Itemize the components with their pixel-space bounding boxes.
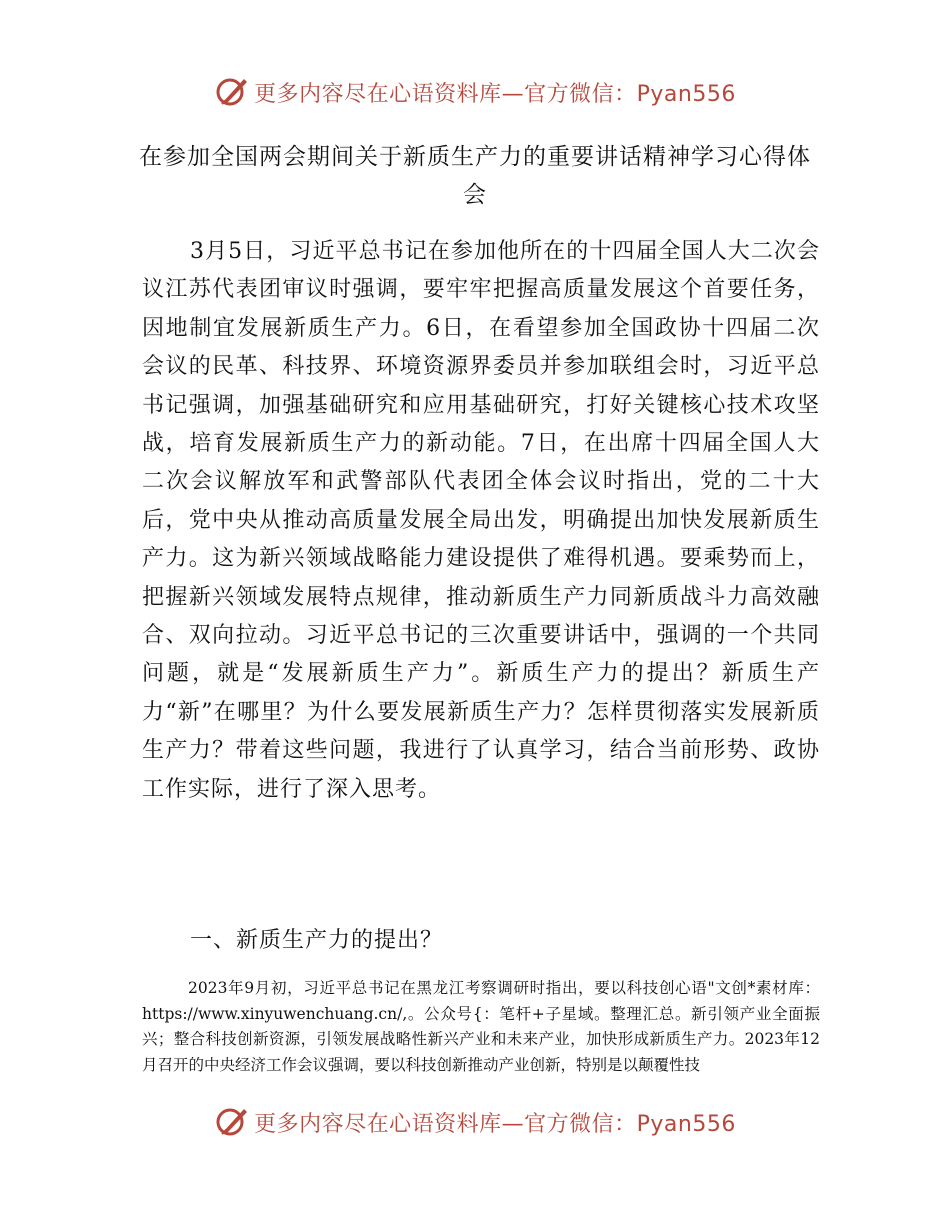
quill-logo-icon: [214, 74, 250, 110]
body-paragraph-small: 2023年9月初，习近平总书记在黑龙江考察调研时指出，要以科技创心语"文创*素材库：https://www.xinyuwenchuang.cn/,。公众号{：笔杆+子星域。整理汇总。新引领产业全面振兴；整合科技创新资源，引领发展战略性新兴产业和未来产业，加快形成新质生产力。2023年12月召开的中央经济工作会议强调，要以科技创新推动产业创新，特别是以颠覆性技: [142, 979, 820, 1074]
footer-watermark: [0, 1102, 950, 1142]
section-heading: 一、新质生产力的提出？: [190, 928, 444, 953]
body-paragraph: 3月5日，习近平总书记在参加他所在的十四届全国人大二次会议江苏代表团审议时强调，要牢牢把握高质量发展这个首要任务，因地制宜发展新质生产力。6日，在看望参加全国政协十四届二次会议的民革、科技界、环境资源界委员并参加联组会时，习近平总书记强调，加强基础研究和应用基础研究，打好关键核心技术攻坚战，培育发展新质生产力的新动能。7日，在出席十四届全国人大二次会议解放军和武警部队代表团全体会议时指出，党的二十大后，党中央从推动高质量发展全局出发，明确提出加快发展新质生产力。这为新兴领域战略能力建设提供了难得机遇。要乘势而上，把握新兴领域发展特点规律，推动新质生产力同新质战斗力高效融合、双向拉动。习近平总书记的三次重要讲话中，强调的一个共同问题，就是“发展新质生产力”。新质生产力的提出？新质生产力“新”在哪里？为什么要发展新质生产力？怎样贯彻落实发展新质生产力？带着这些问题，我进行了认真学习，结合当前形势、政协工作实际，进行了深入思考。: [142, 239, 820, 802]
document-title: 在参加全国两会期间关于新质生产力的重要讲话精神学习心得体会: [139, 144, 811, 208]
watermark-text: 更多内容尽在心语资料库—官方微信：Pyan556: [254, 1111, 736, 1137]
header-watermark: [0, 72, 950, 112]
quill-logo-icon: [214, 1104, 250, 1140]
watermark-text: 更多内容尽在心语资料库—官方微信：Pyan556: [254, 81, 736, 107]
